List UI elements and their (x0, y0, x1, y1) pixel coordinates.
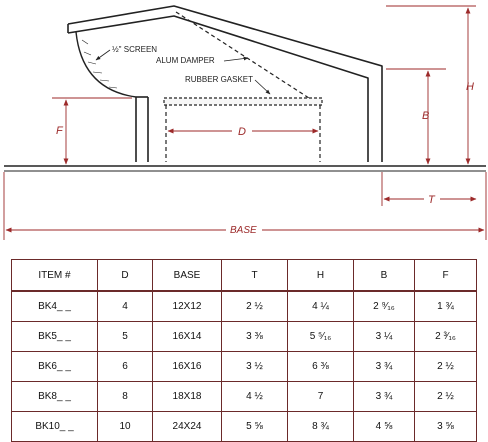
dim-f (52, 98, 132, 164)
cell-h: 5 ⁵⁄₁₆ (288, 322, 354, 352)
rubber-gasket (164, 98, 322, 105)
cell-f: 2 ½ (415, 382, 477, 412)
cell-f: 1 ¾ (415, 291, 477, 322)
cell-f: 3 ⅝ (415, 412, 477, 442)
screen-label: ½" SCREEN (112, 45, 158, 54)
cell-base: 16X14 (153, 322, 222, 352)
dim-t-label: T (428, 194, 435, 206)
cell-d: 5 (98, 322, 153, 352)
cell-b: 3 ¼ (354, 322, 415, 352)
table-row (12, 382, 477, 412)
header-t: T (222, 260, 288, 292)
cell-h: 7 (288, 382, 354, 412)
cell-h: 8 ¾ (288, 412, 354, 442)
cell-item: BK6_ _ (12, 352, 98, 382)
cell-base: 16X16 (153, 352, 222, 382)
rubber-gasket-label: RUBBER GASKET (185, 75, 254, 84)
cell-base: 18X18 (153, 382, 222, 412)
table-row (12, 322, 477, 352)
cell-f: 2 ³⁄₁₆ (415, 322, 477, 352)
dim-base-label: BASE (230, 225, 257, 236)
base-plate (4, 166, 486, 171)
header-b: B (354, 260, 415, 292)
header-f: F (415, 260, 477, 292)
cell-item: BK4_ _ (12, 291, 98, 322)
cell-base: 24X24 (153, 412, 222, 442)
cell-h: 6 ⅜ (288, 352, 354, 382)
header-h: H (288, 260, 354, 292)
dim-d-label: D (238, 126, 246, 138)
dim-h (386, 6, 476, 164)
cell-d: 4 (98, 291, 153, 322)
alum-damper-label: ALUM DAMPER (156, 56, 215, 65)
cell-t: 4 ½ (222, 382, 288, 412)
header-d: D (98, 260, 153, 292)
cell-item: BK8_ _ (12, 382, 98, 412)
left-wall (136, 97, 148, 162)
cell-t: 2 ½ (222, 291, 288, 322)
cell-f: 2 ½ (415, 352, 477, 382)
cell-item: BK5_ _ (12, 322, 98, 352)
cell-b: 2 ⁹⁄₁₆ (354, 291, 415, 322)
dim-b (386, 69, 446, 164)
cell-d: 8 (98, 382, 153, 412)
vent-hood (68, 6, 382, 162)
cell-b: 3 ¾ (354, 382, 415, 412)
header-item: ITEM # (12, 260, 98, 292)
cell-b: 4 ⅝ (354, 412, 415, 442)
cell-h: 4 ¼ (288, 291, 354, 322)
cell-t: 5 ⅝ (222, 412, 288, 442)
cell-t: 3 ⅜ (222, 322, 288, 352)
dim-b-label: B (422, 110, 430, 122)
table-header-row (12, 260, 477, 292)
dim-f-label: F (56, 125, 63, 137)
cell-d: 6 (98, 352, 153, 382)
cell-item: BK10_ _ (12, 412, 98, 442)
table-row (12, 352, 477, 382)
header-base: BASE (153, 260, 222, 292)
dim-h-label: H (466, 81, 474, 93)
table-row (12, 412, 477, 442)
table-row (12, 291, 477, 322)
cell-d: 10 (98, 412, 153, 442)
cell-base: 12X12 (153, 291, 222, 322)
cell-t: 3 ½ (222, 352, 288, 382)
cell-b: 3 ¾ (354, 352, 415, 382)
